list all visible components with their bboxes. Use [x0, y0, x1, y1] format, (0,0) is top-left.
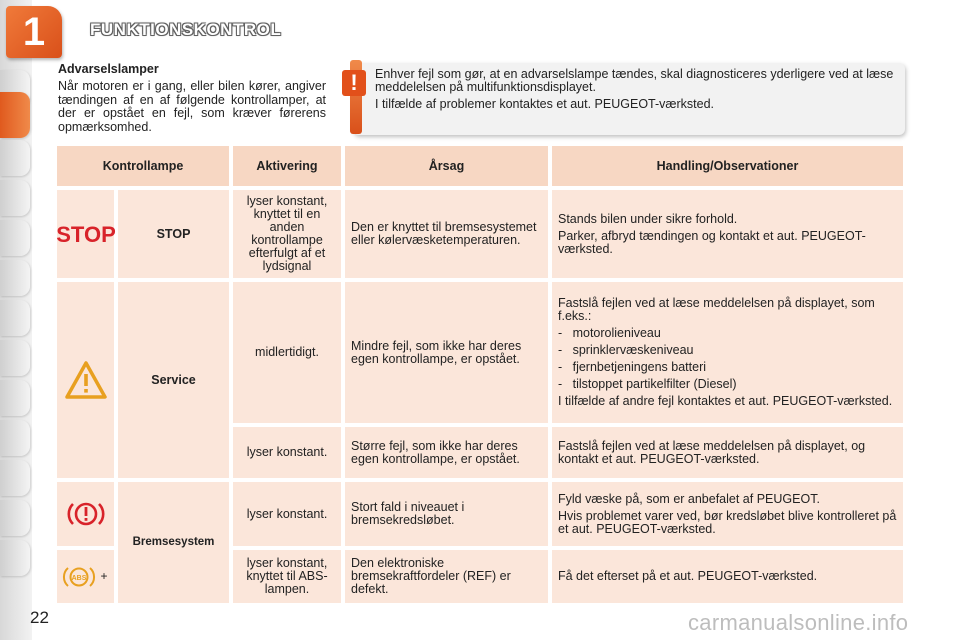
list-item: - motorolieniveau	[558, 326, 661, 340]
action-brake-2: Få det efterset på et aut. PEUGEOT-værksted.	[552, 550, 903, 603]
chapter-tab[interactable]	[0, 340, 30, 376]
activation-brake-1: lyser konstant.	[233, 482, 341, 546]
chapter-tab[interactable]	[0, 180, 30, 216]
chapter-tab[interactable]	[0, 420, 30, 456]
exclamation-icon: !	[342, 70, 366, 96]
list-item: - sprinklervæskeniveau	[558, 343, 694, 357]
warning-triangle-icon	[64, 360, 108, 400]
chapter-tab-active[interactable]	[0, 92, 30, 138]
list-item: - fjernbetjeningens batteri	[558, 360, 707, 374]
chapter-tab[interactable]	[0, 380, 30, 416]
cause-service-1: Mindre fejl, som ikke har deres egen kontrollampe, er opstået.	[345, 282, 548, 423]
page-number: 22	[30, 608, 49, 627]
activation-service-2: lyser konstant.	[233, 427, 341, 478]
watermark: carmanualsonline.info	[688, 610, 909, 635]
activation-stop: lyser konstant, knyttet til en anden kontrollampe efterfulgt af et lydsignal	[233, 190, 341, 278]
action-line: Hvis problemet varer ved, bør kredsløbet blive kontrolleret på et aut. PEUGEOT-værksted.	[558, 508, 897, 536]
action-service-1	[552, 282, 903, 423]
warning-note-text	[375, 68, 900, 115]
intro-heading: Advarselslamper	[58, 62, 159, 76]
warning-marker	[342, 60, 368, 134]
column-header: Årsag	[345, 146, 548, 186]
cause-service-2: Større fejl, som ikke har deres egen kontrollampe, er opstået.	[345, 427, 548, 478]
chapter-tab[interactable]	[0, 460, 30, 496]
warning-note-line: Enhver fejl som gør, at en advarselslampe tændes, skal diagnosticeres yderligere ved at læse meddelelsen på multifunktionsdisplayet.	[375, 67, 894, 94]
svg-text:ABS: ABS	[72, 574, 87, 582]
action-line: Fyld væske på, som er anbefalet af PEUGEOT.	[558, 491, 820, 506]
warning-note-line: I tilfælde af problemer kontaktes et aut. PEUGEOT-værksted.	[375, 97, 715, 111]
lamp-name-service: Service	[118, 282, 229, 478]
cause-brake-1: Stort fald i niveauet i bremsekredsløbet.	[345, 482, 548, 546]
stop-icon	[55, 221, 116, 247]
chapter-tab[interactable]	[0, 220, 30, 256]
action-line: Fastslå fejlen ved at læse meddelelsen på displayet, som f.eks.:	[558, 296, 875, 323]
lamp-name-brake: Bremsesystem	[118, 482, 229, 603]
chapter-tab[interactable]	[0, 540, 30, 576]
chapter-tab[interactable]	[0, 300, 30, 336]
abs-icon	[63, 563, 99, 591]
column-header: Kontrollampe	[57, 146, 229, 186]
lamp-name-stop: STOP	[118, 190, 229, 278]
plus-sign: +	[100, 569, 108, 583]
chapter-tab[interactable]	[0, 140, 30, 176]
action-line: Parker, afbryd tændingen og kontakt et aut. PEUGEOT-værksted.	[558, 228, 866, 256]
action-line: I tilfælde af andre fejl kontaktes et aut. PEUGEOT-værksted.	[558, 394, 893, 408]
stop-icon-cell	[57, 190, 114, 278]
brake-icon-cell	[57, 482, 114, 546]
list-item: - tilstoppet partikelfilter (Diesel)	[558, 377, 737, 391]
action-line: Stands bilen under sikre forhold.	[558, 211, 738, 226]
action-service-2: Fastslå fejlen ved at læse meddelelsen på displayet, og kontakt et aut. PEUGEOT-værksted.	[552, 427, 903, 478]
intro-body: Når motoren er i gang, eller bilen kører, angiver tændingen af en af følgende kontrollamper, at der er opstået en fejl, som kræver førerens opmærksomhed.	[58, 79, 326, 134]
activation-brake-2: lyser konstant, knyttet til ABS-lampen.	[233, 550, 341, 603]
chapter-tab[interactable]	[0, 500, 30, 536]
action-stop	[552, 190, 903, 278]
service-icon-cell	[57, 282, 114, 478]
chapter-number: 1	[6, 6, 62, 58]
abs-icon-cell	[57, 550, 114, 603]
action-brake-1	[552, 482, 903, 546]
chapter-tabs-rail	[0, 0, 32, 640]
svg-text:STOP: STOP	[55, 222, 116, 247]
column-header: Handling/Observationer	[552, 146, 903, 186]
column-header: Aktivering	[233, 146, 341, 186]
cause-stop: Den er knyttet til bremsesystemet eller kølervæsketemperaturen.	[345, 190, 548, 278]
page-title-bar	[62, 20, 462, 44]
activation-service-1: midlertidigt.	[233, 282, 341, 423]
cause-brake-2: Den elektroniske bremsekraftfordeler (REF) er defekt.	[345, 550, 548, 603]
page-title: FUNKTIONSKONTROL	[90, 20, 282, 39]
brake-warning-icon	[67, 499, 105, 529]
chapter-tab[interactable]	[0, 260, 30, 296]
